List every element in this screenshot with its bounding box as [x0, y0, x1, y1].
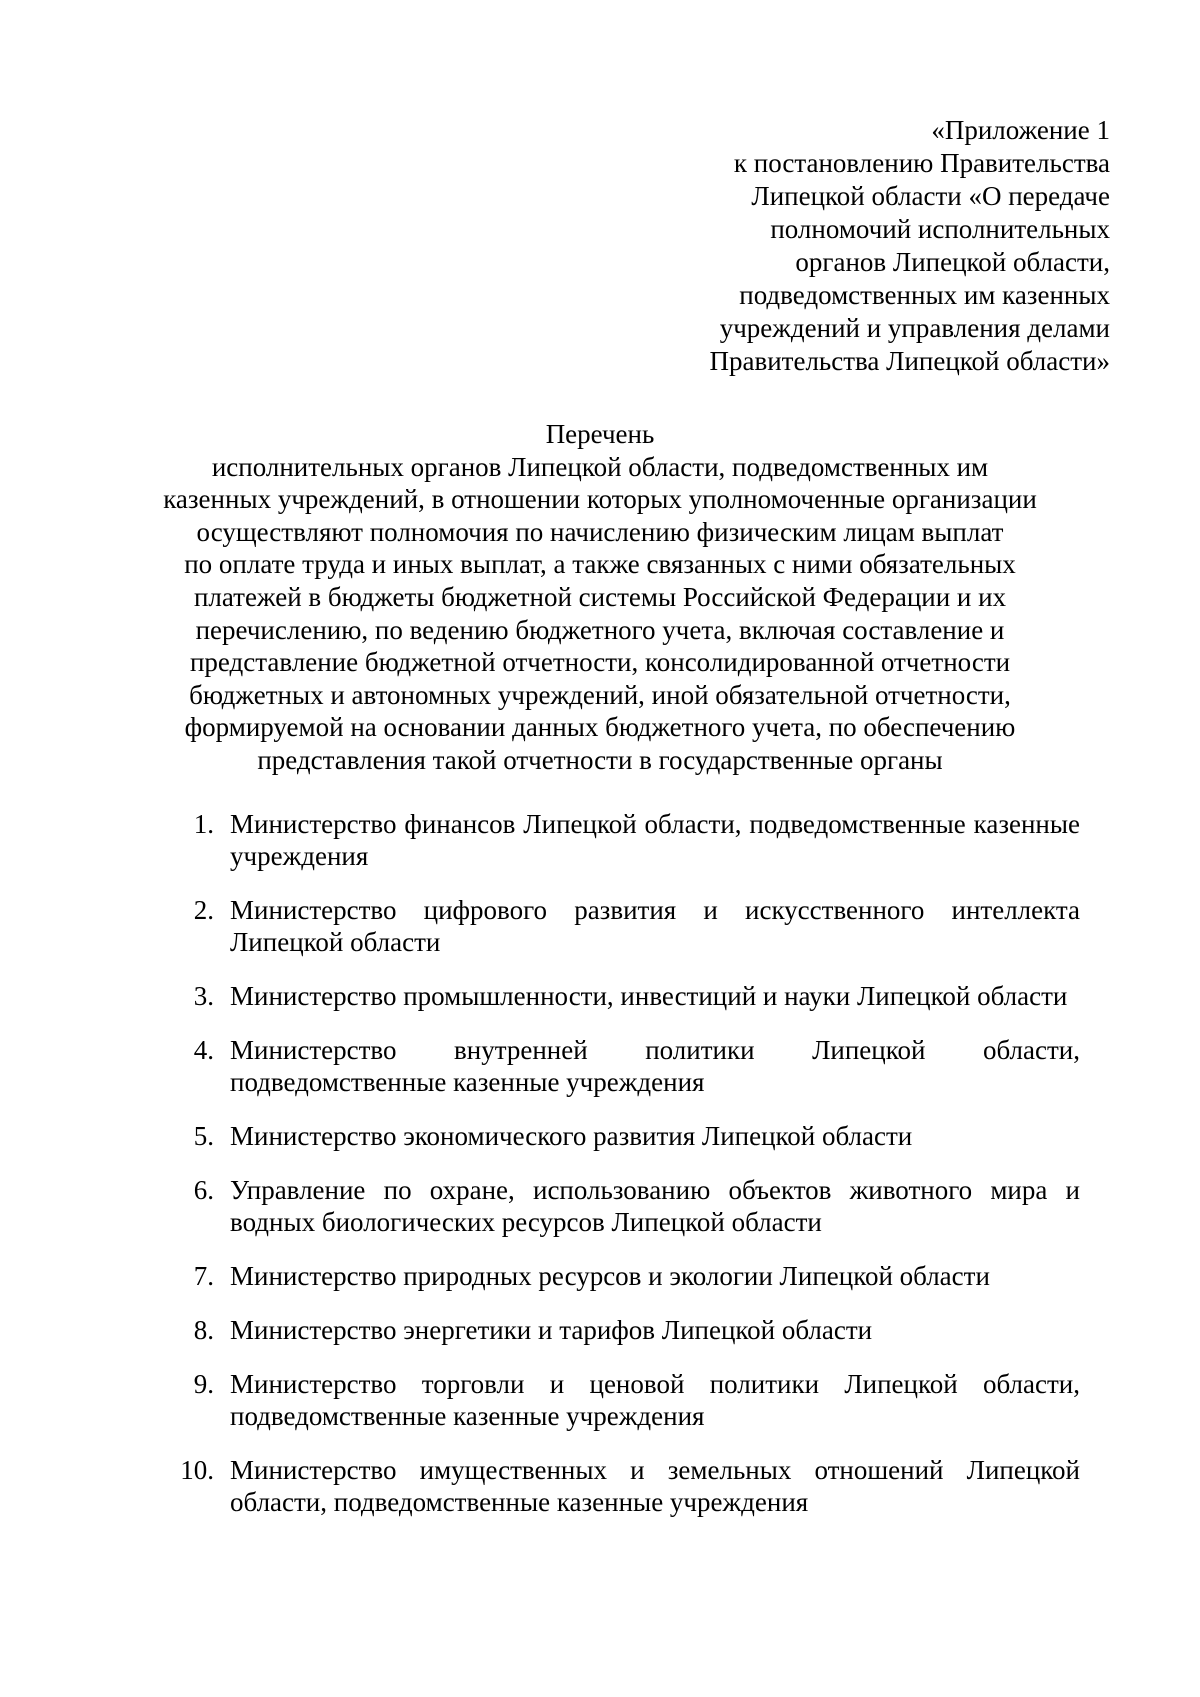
list-item-text: Министерство торговли и ценовой политики Липецкой области, подведомственные казенные учреждения — [230, 1369, 1080, 1431]
list-item — [170, 1454, 1080, 1518]
list-item — [170, 1120, 1080, 1152]
authorities-list — [170, 808, 1080, 1540]
list-item-text: Министерство промышленности, инвестиций и науки Липецкой области — [230, 981, 1068, 1011]
list-item-number: 8. — [193, 1315, 214, 1345]
list-item-text: Министерство имущественных и земельных отношений Липецкой области, подведомственные казенные учреждения — [230, 1455, 1080, 1517]
list-item-text: Министерство цифрового развития и искусственного интеллекта Липецкой области — [230, 895, 1080, 957]
appendix-line: учреждений и управления делами — [719, 313, 1110, 343]
list-item-number: 7. — [193, 1261, 214, 1291]
list-item-text: Министерство экономического развития Липецкой области — [230, 1121, 913, 1151]
appendix-line: к постановлению Правительства — [733, 148, 1110, 178]
heading-line: платежей в бюджеты бюджетной системы Российской Федерации и их — [193, 581, 1007, 612]
list-item-number: 10. — [180, 1455, 214, 1485]
list-item-text: Управление по охране, использованию объектов животного мира и водных биологических ресурсов Липецкой области — [230, 1175, 1080, 1237]
appendix-line: «Приложение 1 — [931, 115, 1110, 145]
heading-line: исполнительных органов Липецкой области, подведомственных им — [211, 451, 989, 482]
list-item — [170, 894, 1080, 958]
heading-title: Перечень — [545, 419, 655, 449]
heading-line: по оплате труда и иных выплат, а также связанных с ними обязательных — [184, 549, 1016, 580]
list-item-number: 1. — [193, 809, 214, 839]
list-item — [170, 808, 1080, 872]
appendix-line: органов Липецкой области, — [795, 247, 1110, 277]
list-item — [170, 1314, 1080, 1346]
appendix-line: подведомственных им казенных — [739, 280, 1110, 310]
heading-line: бюджетных и автономных учреждений, иной обязательной отчетности, — [189, 679, 1011, 710]
list-item-text: Министерство внутренней политики Липецкой области, подведомственные казенные учреждения — [230, 1035, 1080, 1097]
list-item-number: 6. — [193, 1175, 214, 1205]
list-item-number: 4. — [193, 1035, 214, 1065]
list-item — [170, 1174, 1080, 1238]
heading-line: представление бюджетной отчетности, консолидированной отчетности — [189, 647, 1011, 678]
appendix-line: Правительства Липецкой области» — [709, 346, 1110, 376]
heading-line: формируемой на основании данных бюджетного учета, по обеспечению — [184, 712, 1016, 743]
heading-line: казенных учреждений, в отношении которых уполномоченные организации — [163, 484, 1037, 515]
appendix-line: Липецкой области «О передаче — [751, 181, 1110, 211]
list-item-text: Министерство природных ресурсов и экологии Липецкой области — [230, 1261, 990, 1291]
appendix-header — [550, 114, 1110, 378]
list-item-number: 3. — [193, 981, 214, 1011]
list-item — [170, 1368, 1080, 1432]
list-item — [170, 1034, 1080, 1098]
list-item-number: 2. — [193, 895, 214, 925]
list-item-text: Министерство энергетики и тарифов Липецкой области — [230, 1315, 873, 1345]
heading-line: осуществляют полномочия по начислению физическим лицам выплат — [196, 516, 1004, 547]
heading-line: представления такой отчетности в государственные органы — [257, 744, 943, 775]
document-heading — [150, 418, 1050, 777]
list-item-number: 9. — [193, 1369, 214, 1399]
appendix-line: полномочий исполнительных — [770, 214, 1110, 244]
heading-line: перечислению, по ведению бюджетного учета, включая составление и — [195, 614, 1005, 645]
list-item-text: Министерство финансов Липецкой области, подведомственные казенные учреждения — [230, 809, 1080, 871]
list-item — [170, 1260, 1080, 1292]
list-item-number: 5. — [193, 1121, 214, 1151]
list-item — [170, 980, 1080, 1012]
